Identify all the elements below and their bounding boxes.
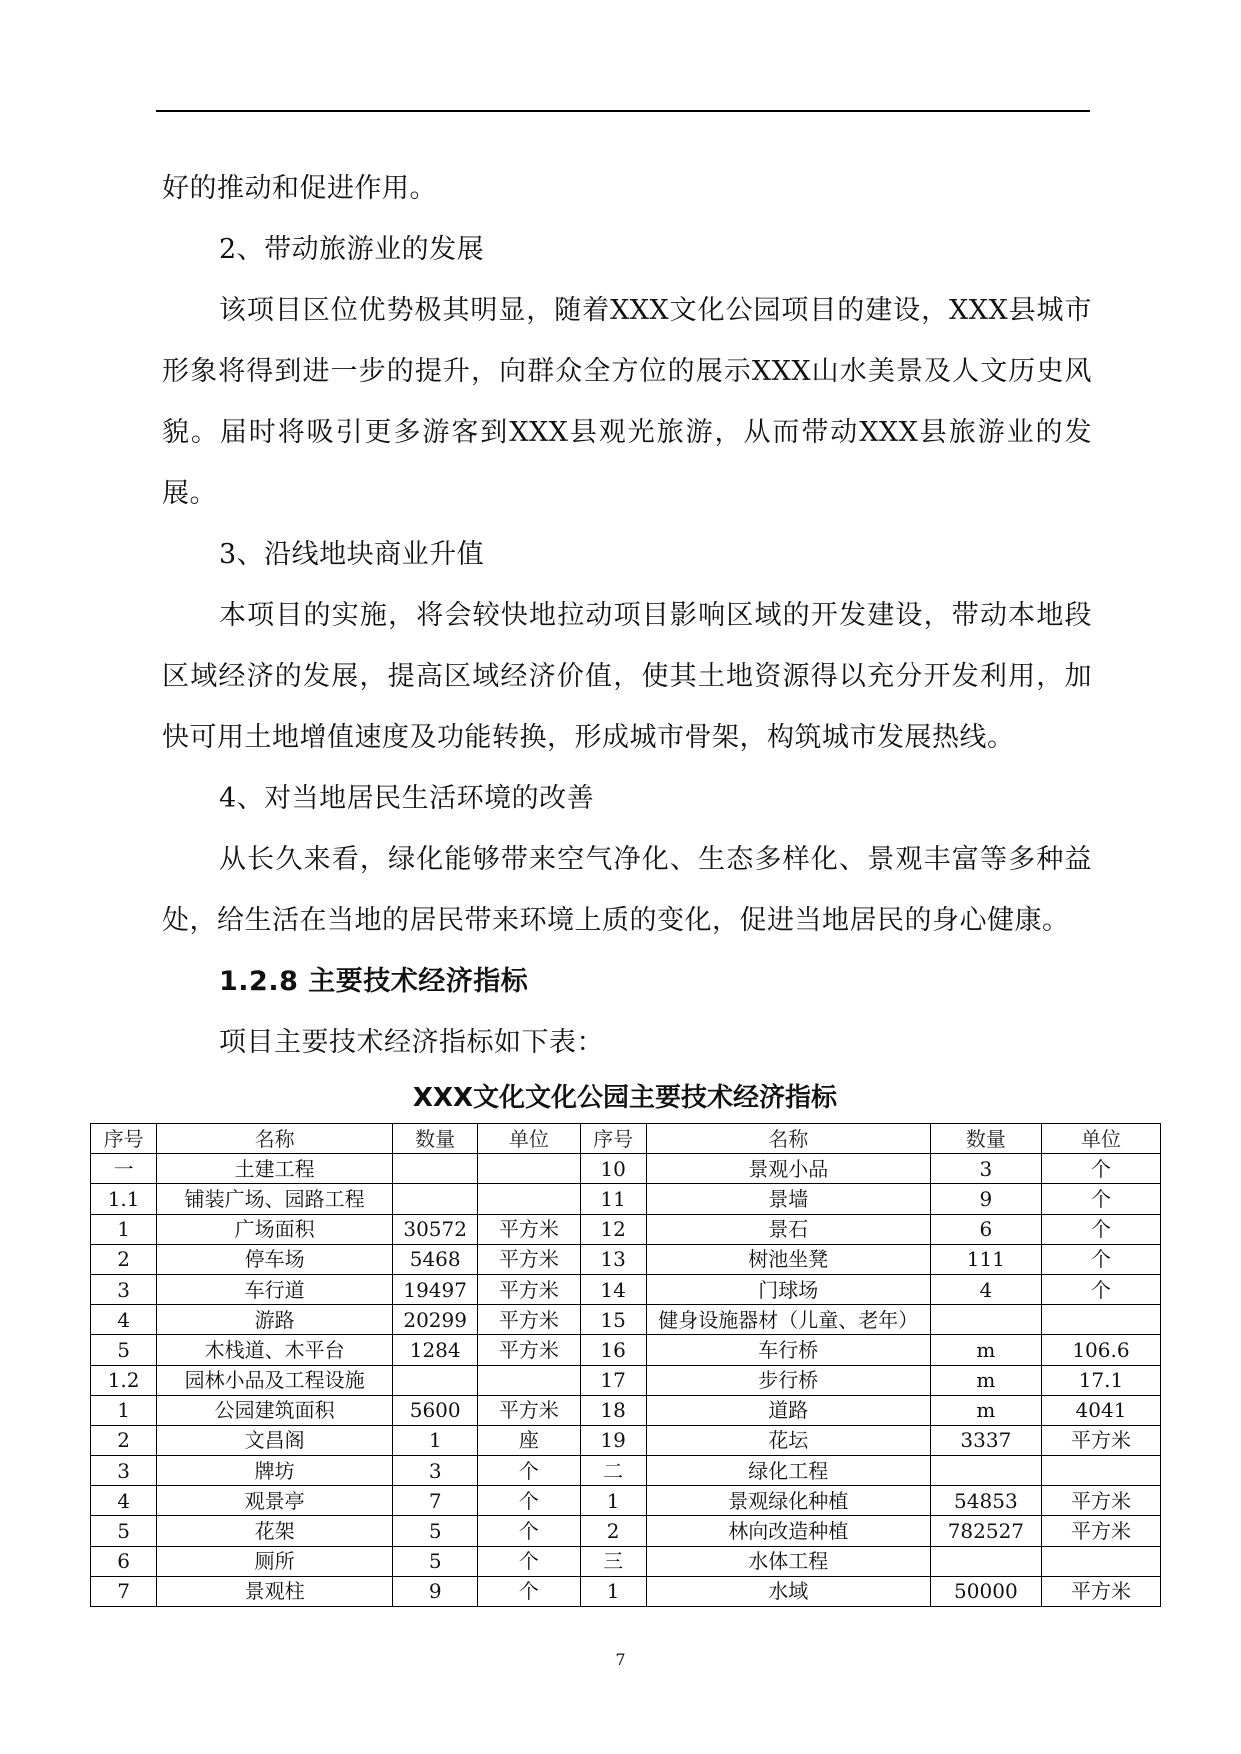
table-row bbox=[91, 1184, 1161, 1214]
table-cell: 9 bbox=[393, 1576, 478, 1606]
table-row bbox=[91, 1214, 1161, 1244]
table-cell: 4 bbox=[91, 1486, 157, 1516]
paragraph: 本项目的实施，将会较快地拉动项目影响区域的开发建设，带动本地段区域经济的发展，提高区域经济价值，使其土地资源得以充分开发利用，加快可用土地增值速度及功能转换，形成城市骨架，构筑城市发展热线。 bbox=[162, 600, 1092, 753]
table-cell: 停车场 bbox=[157, 1244, 393, 1274]
column-header: 序号 bbox=[91, 1124, 157, 1154]
table-row bbox=[91, 1486, 1161, 1516]
table-cell: 水域 bbox=[646, 1576, 930, 1606]
table-cell: 个 bbox=[1041, 1244, 1160, 1274]
table-cell: m bbox=[930, 1335, 1041, 1365]
table-row bbox=[91, 1154, 1161, 1184]
section-heading: 1.2.8 主要技术经济指标 bbox=[219, 966, 529, 997]
table-cell bbox=[930, 1305, 1041, 1335]
table-cell: 平方米 bbox=[478, 1395, 580, 1425]
column-header: 单位 bbox=[1041, 1124, 1160, 1154]
table-cell: 平方米 bbox=[478, 1305, 580, 1335]
table-cell: 道路 bbox=[646, 1395, 930, 1425]
column-header: 数量 bbox=[393, 1124, 478, 1154]
column-header: 数量 bbox=[930, 1124, 1041, 1154]
paragraph: 3、沿线地块商业升值 bbox=[219, 539, 485, 570]
table-cell bbox=[930, 1546, 1041, 1576]
table-cell: 12 bbox=[580, 1214, 646, 1244]
table-row bbox=[91, 1244, 1161, 1274]
table-cell: 1 bbox=[393, 1425, 478, 1455]
table-cell bbox=[393, 1365, 478, 1395]
table-cell: 个 bbox=[1041, 1154, 1160, 1184]
table-row bbox=[91, 1395, 1161, 1425]
table-cell: 个 bbox=[478, 1546, 580, 1576]
table-cell: 2 bbox=[91, 1244, 157, 1274]
table-cell: 4 bbox=[91, 1305, 157, 1335]
table-cell: 10 bbox=[580, 1154, 646, 1184]
table-row bbox=[91, 1305, 1161, 1335]
table-cell: 平方米 bbox=[1041, 1486, 1160, 1516]
table-cell: 牌坊 bbox=[157, 1456, 393, 1486]
table-cell: 1 bbox=[91, 1214, 157, 1244]
table-cell: 观景亭 bbox=[157, 1486, 393, 1516]
table-cell: 个 bbox=[478, 1456, 580, 1486]
table-cell: 50000 bbox=[930, 1576, 1041, 1606]
table-cell: m bbox=[930, 1395, 1041, 1425]
table-cell: 公园建筑面积 bbox=[157, 1395, 393, 1425]
table-cell: 4041 bbox=[1041, 1395, 1160, 1425]
table-cell: 车行桥 bbox=[646, 1335, 930, 1365]
column-header: 名称 bbox=[646, 1124, 930, 1154]
table-cell: 111 bbox=[930, 1244, 1041, 1274]
table-cell: 平方米 bbox=[478, 1335, 580, 1365]
table-cell: 5 bbox=[91, 1516, 157, 1546]
table-cell: 花架 bbox=[157, 1516, 393, 1546]
table-cell: 平方米 bbox=[1041, 1576, 1160, 1606]
table-cell: 1 bbox=[91, 1395, 157, 1425]
table-cell: 文昌阁 bbox=[157, 1425, 393, 1455]
table-cell bbox=[393, 1184, 478, 1214]
column-header: 序号 bbox=[580, 1124, 646, 1154]
table-cell: 13 bbox=[580, 1244, 646, 1274]
table-cell: 个 bbox=[1041, 1214, 1160, 1244]
table-cell bbox=[478, 1184, 580, 1214]
table-cell: 健身设施器材（儿童、老年） bbox=[646, 1305, 930, 1335]
technical-indicators-table bbox=[90, 1123, 1161, 1607]
table-cell: 林向改造种植 bbox=[646, 1516, 930, 1546]
table-cell: 门球场 bbox=[646, 1274, 930, 1304]
table-cell: 园林小品及工程设施 bbox=[157, 1365, 393, 1395]
table-cell: 平方米 bbox=[478, 1274, 580, 1304]
table-cell: 17 bbox=[580, 1365, 646, 1395]
table-cell: 1.1 bbox=[91, 1184, 157, 1214]
paragraph: 该项目区位优势极其明显，随着XXX文化公园项目的建设，XXX县城市形象将得到进一步的提升，向群众全方位的展示XXX山水美景及人文历史风貌。届时将吸引更多游客到XXX县观光旅游，从而带动XXX县旅游业的发展。 bbox=[162, 295, 1092, 509]
table-cell: 18 bbox=[580, 1395, 646, 1425]
table-cell: 1 bbox=[580, 1576, 646, 1606]
table-cell: 20299 bbox=[393, 1305, 478, 1335]
table-cell: 个 bbox=[1041, 1274, 1160, 1304]
table-row bbox=[91, 1576, 1161, 1606]
paragraph: 4、对当地居民生活环境的改善 bbox=[219, 783, 595, 814]
table-cell: 1.2 bbox=[91, 1365, 157, 1395]
table-cell: 平方米 bbox=[1041, 1516, 1160, 1546]
table-cell: 树池坐凳 bbox=[646, 1244, 930, 1274]
table-row bbox=[91, 1456, 1161, 1486]
table-cell: 4 bbox=[930, 1274, 1041, 1304]
table-cell: 3 bbox=[91, 1274, 157, 1304]
page-number: 7 bbox=[615, 1650, 626, 1669]
table-cell: 景墙 bbox=[646, 1184, 930, 1214]
table-cell: 7 bbox=[91, 1576, 157, 1606]
table-cell: 铺装广场、园路工程 bbox=[157, 1184, 393, 1214]
paragraph: 好的推动和促进作用。 bbox=[162, 173, 437, 204]
body-text bbox=[162, 158, 1092, 1073]
table-cell: m bbox=[930, 1365, 1041, 1395]
table-cell: 景观绿化种植 bbox=[646, 1486, 930, 1516]
table-cell: 9 bbox=[930, 1184, 1041, 1214]
header-rule bbox=[156, 110, 1090, 112]
paragraph: 项目主要技术经济指标如下表： bbox=[219, 1027, 604, 1058]
table-cell bbox=[393, 1154, 478, 1184]
table-cell: 15 bbox=[580, 1305, 646, 1335]
table-row bbox=[91, 1274, 1161, 1304]
table-cell: 平方米 bbox=[1041, 1425, 1160, 1455]
table-cell: 厕所 bbox=[157, 1546, 393, 1576]
table-cell: 3 bbox=[930, 1154, 1041, 1184]
table-cell: 木栈道、木平台 bbox=[157, 1335, 393, 1365]
table-title: XXX文化文化公园主要技术经济指标 bbox=[412, 1083, 838, 1113]
table-header-row bbox=[91, 1124, 1161, 1154]
paragraph: 2、带动旅游业的发展 bbox=[219, 234, 485, 265]
table-cell: 5468 bbox=[393, 1244, 478, 1274]
table-cell: 5 bbox=[393, 1516, 478, 1546]
table-cell: 14 bbox=[580, 1274, 646, 1304]
table-cell: 平方米 bbox=[478, 1214, 580, 1244]
table-cell: 3 bbox=[91, 1456, 157, 1486]
table-cell: 平方米 bbox=[478, 1244, 580, 1274]
table-cell: 广场面积 bbox=[157, 1214, 393, 1244]
table-row bbox=[91, 1516, 1161, 1546]
table-cell: 景石 bbox=[646, 1214, 930, 1244]
table-cell: 座 bbox=[478, 1425, 580, 1455]
table-cell: 16 bbox=[580, 1335, 646, 1365]
table-cell: 土建工程 bbox=[157, 1154, 393, 1184]
table-cell: 花坛 bbox=[646, 1425, 930, 1455]
table-row bbox=[91, 1546, 1161, 1576]
table-cell bbox=[930, 1456, 1041, 1486]
table-cell: 车行道 bbox=[157, 1274, 393, 1304]
table-cell: 54853 bbox=[930, 1486, 1041, 1516]
table-cell bbox=[478, 1365, 580, 1395]
table-body bbox=[91, 1154, 1161, 1607]
table-cell: 19 bbox=[580, 1425, 646, 1455]
table-cell: 个 bbox=[1041, 1184, 1160, 1214]
table-cell: 水体工程 bbox=[646, 1546, 930, 1576]
table-cell bbox=[478, 1154, 580, 1184]
column-header: 单位 bbox=[478, 1124, 580, 1154]
table-cell: 3337 bbox=[930, 1425, 1041, 1455]
table-cell: 二 bbox=[580, 1456, 646, 1486]
paragraph: 从长久来看，绿化能够带来空气净化、生态多样化、景观丰富等多种益处，给生活在当地的居民带来环境上质的变化，促进当地居民的身心健康。 bbox=[162, 844, 1092, 936]
table-row bbox=[91, 1425, 1161, 1455]
table-cell: 游路 bbox=[157, 1305, 393, 1335]
table-cell: 5600 bbox=[393, 1395, 478, 1425]
column-header: 名称 bbox=[157, 1124, 393, 1154]
table-cell: 5 bbox=[393, 1546, 478, 1576]
table-row bbox=[91, 1365, 1161, 1395]
table-cell: 106.6 bbox=[1041, 1335, 1160, 1365]
table-cell: 个 bbox=[478, 1576, 580, 1606]
table-cell: 19497 bbox=[393, 1274, 478, 1304]
table-cell: 2 bbox=[91, 1425, 157, 1455]
table-cell: 绿化工程 bbox=[646, 1456, 930, 1486]
table-cell: 1 bbox=[580, 1486, 646, 1516]
table-cell: 三 bbox=[580, 1546, 646, 1576]
table-cell bbox=[1041, 1546, 1160, 1576]
table-cell: 3 bbox=[393, 1456, 478, 1486]
table-cell: 782527 bbox=[930, 1516, 1041, 1546]
table-cell: 步行桥 bbox=[646, 1365, 930, 1395]
table-cell bbox=[1041, 1456, 1160, 1486]
table-cell: 6 bbox=[91, 1546, 157, 1576]
table-cell: 5 bbox=[91, 1335, 157, 1365]
table-cell: 一 bbox=[91, 1154, 157, 1184]
table-cell: 2 bbox=[580, 1516, 646, 1546]
table-cell: 11 bbox=[580, 1184, 646, 1214]
table-cell: 景观小品 bbox=[646, 1154, 930, 1184]
table-cell: 1284 bbox=[393, 1335, 478, 1365]
table-cell: 个 bbox=[478, 1516, 580, 1546]
table-cell: 17.1 bbox=[1041, 1365, 1160, 1395]
table-cell: 7 bbox=[393, 1486, 478, 1516]
table-cell: 30572 bbox=[393, 1214, 478, 1244]
table-row bbox=[91, 1335, 1161, 1365]
table-cell bbox=[1041, 1305, 1160, 1335]
table-cell: 景观柱 bbox=[157, 1576, 393, 1606]
table-cell: 6 bbox=[930, 1214, 1041, 1244]
table-cell: 个 bbox=[478, 1486, 580, 1516]
